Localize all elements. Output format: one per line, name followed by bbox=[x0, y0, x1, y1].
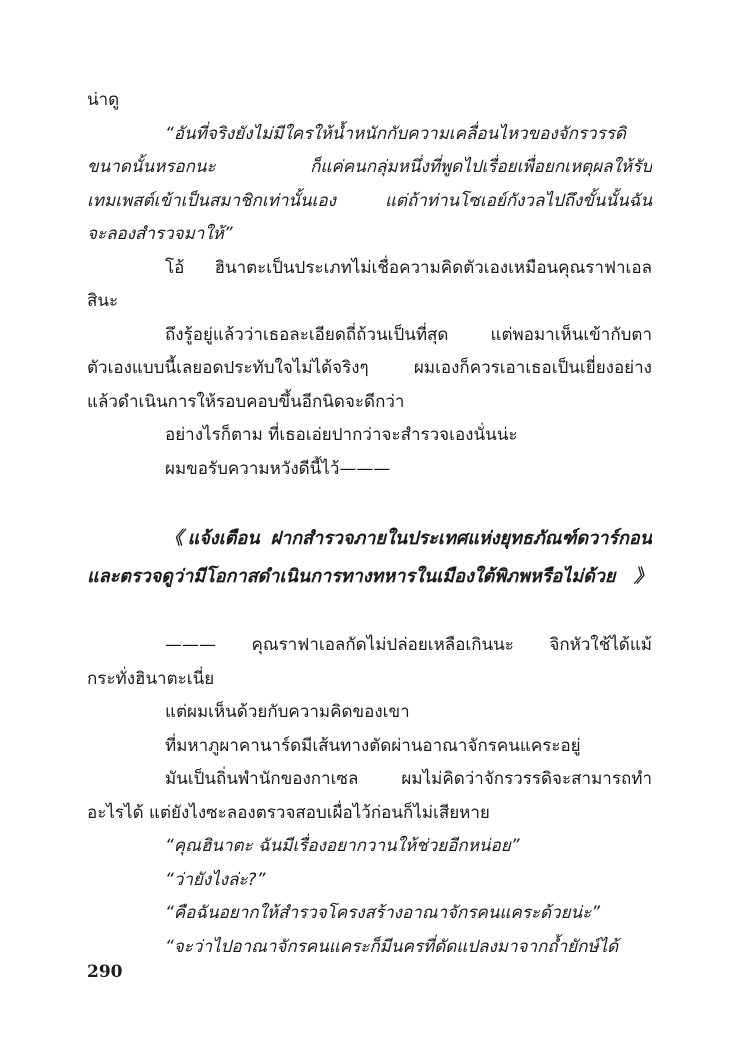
text-line: ผมขอรับความหวังดีนี้ไว้——— bbox=[165, 458, 391, 479]
text-line: “คุณฮินาตะ ฉันมีเรื่องอยากวานให้ช่วยอีกหน่อย” bbox=[165, 836, 520, 856]
body-text bbox=[87, 84, 652, 964]
text-line: มันเป็นถิ่นพำนักของกาเซล ผมไม่คิดว่าจักรวรรดิจะสามารถทำ bbox=[165, 769, 652, 789]
blank-line bbox=[87, 486, 652, 520]
text-line: โอ้ ฮินาตะเป็นประเภทไม่เชื่อความคิดตัวเองเหมือนคุณราฟาเอล bbox=[165, 257, 652, 278]
text-line: อย่างไรก็ตาม ที่เธอเอ่ยปากว่าจะสำรวจเองนั่นน่ะ bbox=[165, 425, 518, 445]
text-line: แต่ผมเห็นด้วยกับความคิดของเขา bbox=[165, 702, 410, 722]
system-notice-line: และตรวจดูว่ามีโอกาสดำเนินการทางทหารในเมืองใต้พิภพหรือไม่ด้วย》 bbox=[87, 565, 652, 587]
text-line: “ว่ายังไงล่ะ?” bbox=[165, 869, 266, 890]
text-line: ——— คุณราฟาเอลกัดไม่ปล่อยเหลือเกินนะ จิกหัวใช้ได้แม้ bbox=[165, 635, 652, 655]
text-line: จะลองสำรวจมาให้” bbox=[87, 224, 233, 244]
text-line: “คือฉันอยากให้สำรวจโครงสร้างอาณาจักรคนแคระด้วยน่ะ” bbox=[165, 903, 601, 923]
text-line: ที่มหาภูผาคานาร์ดมีเส้นทางตัดผ่านอาณาจักรคนแคระอยู่ bbox=[165, 735, 581, 756]
text-line: “จะว่าไปอาณาจักรคนแคระก็มีนครที่ดัดแปลงมาจากถ้ำยักษ์ได้ bbox=[165, 936, 619, 957]
blank-line bbox=[87, 596, 652, 630]
text-line: น่าดู bbox=[87, 90, 120, 110]
page-number: 290 bbox=[87, 962, 123, 982]
text-line: กระทั่งฮินาตะเนี่ย bbox=[87, 668, 215, 689]
text-line: ตัวเองแบบนี้เลยอดประทับใจไม่ได้จริงๆ ผมเองก็ควรเอาเธอเป็นเยี่ยงอย่าง bbox=[87, 358, 652, 378]
system-notice-line: 《แจ้งเตือน ฝากสำรวจภายในประเทศแห่งยุทธภัณฑ์ดวาร์กอน bbox=[165, 527, 652, 549]
text-line: อะไรได้ แต่ยังไงซะลองตรวจสอบเผื่อไว้ก่อนก็ไม่เสียหาย bbox=[87, 802, 490, 823]
text-line: ถึงรู้อยู่แล้วว่าเธอละเอียดถี่ถ้วนเป็นที่สุด แต่พอมาเห็นเข้ากับตา bbox=[165, 324, 652, 345]
text-line: สินะ bbox=[87, 291, 119, 311]
text-line: “อันที่จริงยังไม่มีใครให้น้ำหนักกับความเคลื่อนไหวของจักรวรรดิ bbox=[165, 123, 626, 144]
text-line: แล้วดำเนินการให้รอบคอบขึ้นอีกนิดจะดีกว่า bbox=[87, 391, 405, 412]
text-line: ขนาดนั้นหรอกนะ ก็แค่คนกลุ่มหนึ่งที่พูดไปเรื่อยเพื่อยกเหตุผลให้รับ bbox=[87, 157, 652, 177]
text-line: เทมเพสต์เข้าเป็นสมาชิกเท่านั้นเอง แต่ถ้าท่านโซเอย์กังวลไปถึงขั้นนั้นฉัน bbox=[87, 190, 652, 211]
